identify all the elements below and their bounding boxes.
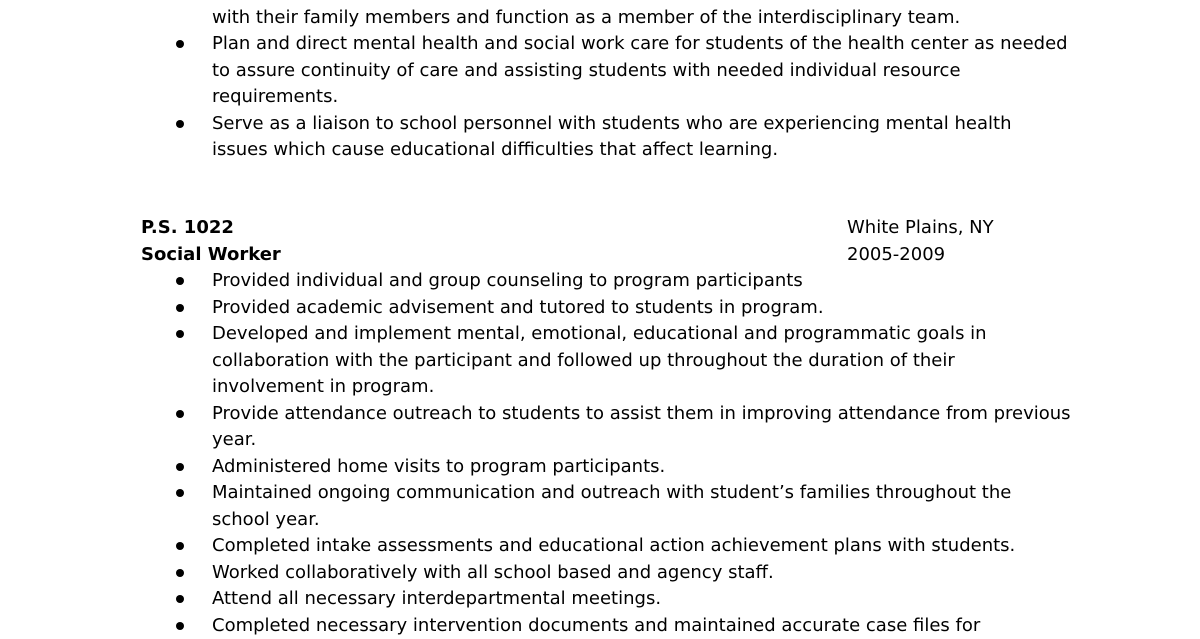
bullet-icon (0, 321, 212, 348)
bullet-icon (0, 111, 212, 138)
list-item (0, 586, 1200, 613)
list-item-text: Provide attendance outreach to students to assist them in improving attendance from previous year. (212, 401, 1072, 454)
job-title: Social Worker (141, 242, 281, 269)
list-item-text: Administered home visits to program participants. (212, 454, 1072, 481)
list-item (0, 111, 1200, 164)
list-item-text: Provided individual and group counseling to program participants (212, 268, 1072, 295)
list-item (0, 480, 1200, 533)
job-header (141, 215, 1141, 271)
bullet-icon (0, 613, 212, 639)
job-location: White Plains, NY (847, 215, 994, 242)
list-item-text: Attend all necessary interdepartmental meetings. (212, 586, 1072, 613)
bullet-icon (0, 401, 212, 428)
list-item (0, 533, 1200, 560)
bullet-icon (0, 533, 212, 560)
list-item (0, 560, 1200, 587)
list-item-text: Worked collaboratively with all school based and agency staff. (212, 560, 1072, 587)
bullet-icon (0, 295, 212, 322)
list-item (0, 31, 1200, 111)
job-meta-block (847, 215, 994, 268)
previous-job-bullet-list (0, 0, 1200, 164)
bullet-icon (0, 586, 212, 613)
list-item (0, 0, 1200, 31)
list-item-text: Provided academic advisement and tutored to students in program. (212, 295, 1072, 322)
bullet-icon (0, 0, 212, 5)
bullet-icon (0, 31, 212, 58)
list-item (0, 613, 1200, 639)
list-item (0, 401, 1200, 454)
employer-name: P.S. 1022 (141, 215, 281, 242)
list-item-text: with their family members and function as a member of the interdisciplinary team. (212, 0, 1072, 31)
bullet-icon (0, 454, 212, 481)
job-dates: 2005-2009 (847, 242, 994, 269)
bullet-icon (0, 560, 212, 587)
list-item-text: Completed intake assessments and educational action achievement plans with students. (212, 533, 1072, 560)
list-item-text: Maintained ongoing communication and outreach with student’s families throughout the school year. (212, 480, 1072, 533)
job-title-block (141, 215, 281, 268)
bullet-icon (0, 480, 212, 507)
list-item-text: Plan and direct mental health and social work care for students of the health center as needed to assure continuity of care and assisting students with needed individual resource requirements. (212, 31, 1072, 111)
list-item-text: Completed necessary intervention documents and maintained accurate case files for (212, 613, 1072, 639)
list-item (0, 454, 1200, 481)
list-item (0, 268, 1200, 295)
list-item (0, 295, 1200, 322)
list-item-text: Developed and implement mental, emotional, educational and programmatic goals in collaboration with the participant and followed up throughout the duration of their involvement in program. (212, 321, 1072, 401)
list-item (0, 321, 1200, 401)
job-bullet-list (0, 268, 1200, 639)
bullet-icon (0, 268, 212, 295)
list-item-text: Serve as a liaison to school personnel with students who are experiencing mental health issues which cause educational difficulties that affect learning. (212, 111, 1072, 164)
